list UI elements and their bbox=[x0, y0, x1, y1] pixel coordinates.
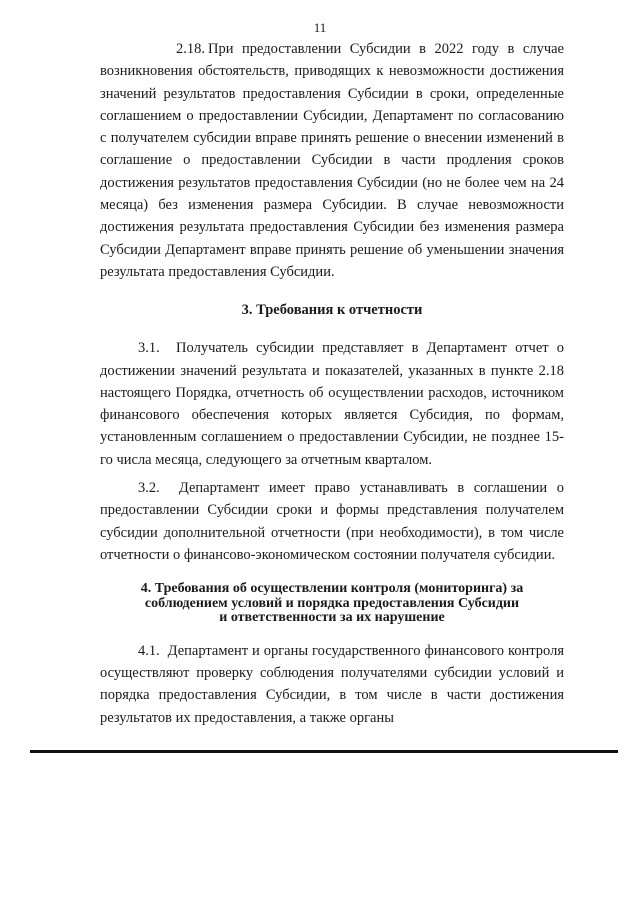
paragraph-2-18 bbox=[100, 38, 564, 283]
paragraph-number: 2.18. bbox=[176, 41, 205, 57]
paragraph-text: Департамент имеет право устанавливать в соглашении о предоставлении Субсидии сроки и формы представления получателем субсидии дополнительной отчетности (при необходимости), в том числе отчетности о финансово-экономическом состоянии получателя субсидии. bbox=[100, 480, 564, 563]
page-number: 11 bbox=[313, 20, 327, 35]
paragraph-text: Получатель субсидии представляет в Департамент отчет о достижении значений результата и показателей, указанных в пункте 2.18 настоящего Порядка, отчетность об осуществлении расходов, источником финансового обеспечения которых является Субсидия, по формам, установленным соглашением о предоставлении Субсидии, не позднее 15-го числа месяца, следующего за отчетным кварталом. bbox=[100, 340, 565, 468]
paragraph-number: 3.2. bbox=[138, 480, 160, 497]
paragraph-4-1 bbox=[100, 640, 564, 729]
paragraph-text: Департамент и органы государственного финансового контроля осуществляют проверку соблюдения получателями субсидии условий и порядка предоставления Субсидии, в том числе в части достижения результатов их предоставления, а также органы bbox=[100, 642, 565, 726]
page-bottom-rule bbox=[30, 750, 618, 753]
document-body bbox=[100, 38, 564, 729]
section-4-heading-line-1: 4. Требования об осуществлении контроля (мониторинга) за bbox=[140, 581, 524, 597]
paragraph-number: 4.1. bbox=[138, 642, 160, 659]
section-4-heading-line-3: и ответственности за их нарушение bbox=[219, 610, 445, 626]
paragraph-3-1 bbox=[100, 337, 564, 471]
paragraph-number: 3.1. bbox=[138, 340, 160, 357]
section-4-heading-line-2: соблюдением условий и порядка предоставления Субсидии bbox=[144, 595, 520, 611]
paragraph-3-2 bbox=[100, 477, 564, 566]
section-3-heading: 3. Требования к отчетности bbox=[241, 302, 423, 319]
section-4-heading bbox=[100, 582, 564, 626]
paragraph-text: При предоставлении Субсидии в 2022 году в случае возникновения обстоятельств, приводящих к невозможности достижения значений результатов предоставления Субсидии в сроки, определенные соглашением о предоставлении Субсидии, Департамент по согласованию с получателем субсидии вправе принять решение о внесении изменений в соглашение о предоставлении Субсидии в части продления сроков достижения результатов предоставления Субсидии (но не более чем на 24 месяца) без изменения размера Субсидии. В случае невозможности достижения результата предоставления Субсидии без изменения размера Субсидии Департамент вправе принять решение об уменьшении значения результата предоставления Субсидии. bbox=[100, 41, 564, 280]
